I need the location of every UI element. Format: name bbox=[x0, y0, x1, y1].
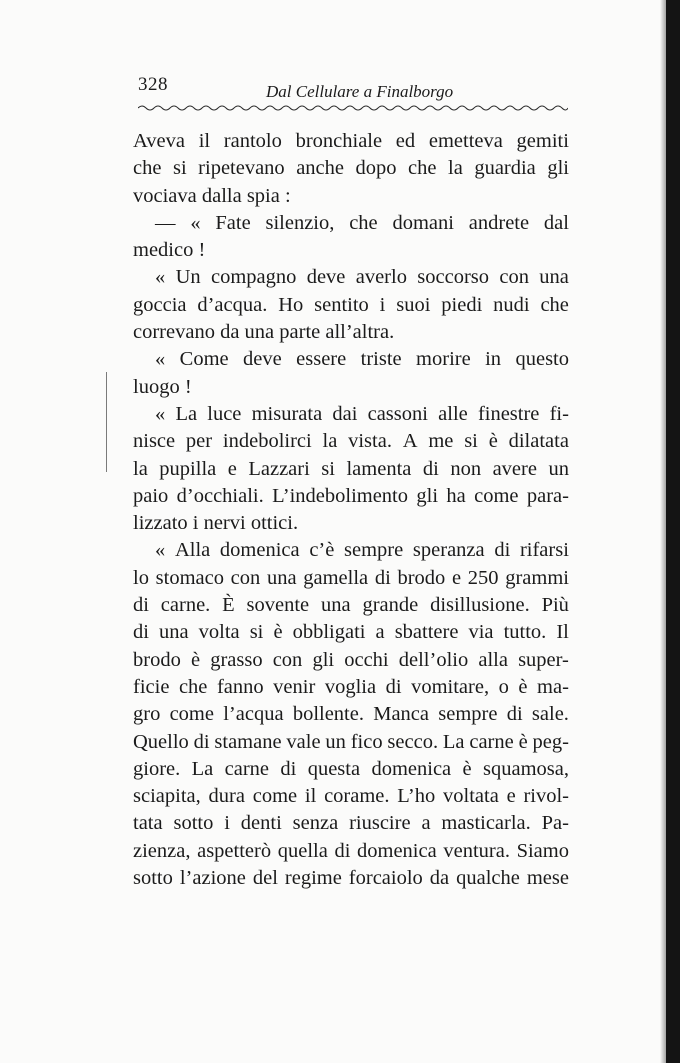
page-edge bbox=[666, 0, 680, 1063]
page-header bbox=[138, 74, 568, 114]
text-line: medico ! bbox=[133, 239, 206, 262]
text-line: sciapita, dura come il corame. L’ho voltata e rivol- bbox=[133, 785, 569, 808]
text-line: lizzato i nervi ottici. bbox=[133, 512, 299, 535]
text-line: tata sotto i denti senza riuscire a masticarla. Pa- bbox=[133, 812, 569, 835]
text-line: brodo è grasso con gli occhi dell’olio alla super- bbox=[133, 648, 569, 671]
text-line: che si ripetevano anche dopo che la guardia gli bbox=[133, 157, 569, 180]
text-line: vociava dalla spia : bbox=[133, 184, 291, 207]
running-title: Dal Cellulare a Finalborgo bbox=[266, 82, 454, 101]
text-line: gro come l’acqua bollente. Manca sempre di sale. bbox=[133, 703, 569, 726]
text-line: luogo ! bbox=[133, 375, 192, 398]
text-line: Aveva il rantolo bronchiale ed emetteva gemiti bbox=[133, 130, 569, 152]
page-number: 328 bbox=[138, 74, 168, 95]
text-line: correvano da una parte all’altra. bbox=[133, 321, 395, 344]
text-line: « Un compagno deve averlo soccorso con una bbox=[155, 266, 569, 289]
text-line: « La luce misurata dai cassoni alle finestre fi- bbox=[155, 402, 569, 425]
text-line: sotto l’azione del regime forcaiolo da qualche mese bbox=[133, 867, 569, 890]
text-line: lo stomaco con una gamella di brodo e 250 grammi bbox=[133, 566, 569, 589]
body-text bbox=[133, 128, 569, 892]
text-line: zienza, aspetterò quella di domenica ventura. Siamo bbox=[133, 839, 569, 862]
text-line: — « Fate silenzio, che domani andrete dal bbox=[155, 211, 569, 234]
text-line: goccia d’acqua. Ho sentito i suoi piedi nudi che bbox=[133, 293, 569, 316]
text-line: la pupilla e Lazzari si lamenta di non avere un bbox=[133, 457, 569, 480]
text-line: paio d’occhiali. L’indebolimento gli ha come para- bbox=[133, 484, 569, 507]
text-line: di una volta si è obbligati a sbattere via tutto. Il bbox=[133, 621, 569, 644]
text-line: Quello di stamane vale un fico secco. La carne è peg- bbox=[133, 730, 569, 753]
text-line: giore. La carne di questa domenica è squamosa, bbox=[133, 757, 569, 780]
text-line: ficie che fanno venir voglia di vomitare, o è ma- bbox=[133, 675, 569, 698]
header-wavy-rule bbox=[138, 104, 568, 112]
margin-mark bbox=[106, 372, 107, 472]
text-line: « Come deve essere triste morire in questo bbox=[155, 348, 569, 371]
text-line: « Alla domenica c’è sempre speranza di rifarsi bbox=[155, 539, 569, 562]
text-line: nisce per indebolirci la vista. A me si è dilatata bbox=[133, 430, 569, 453]
text-line: di carne. È sovente una grande disillusione. Più bbox=[133, 594, 569, 617]
